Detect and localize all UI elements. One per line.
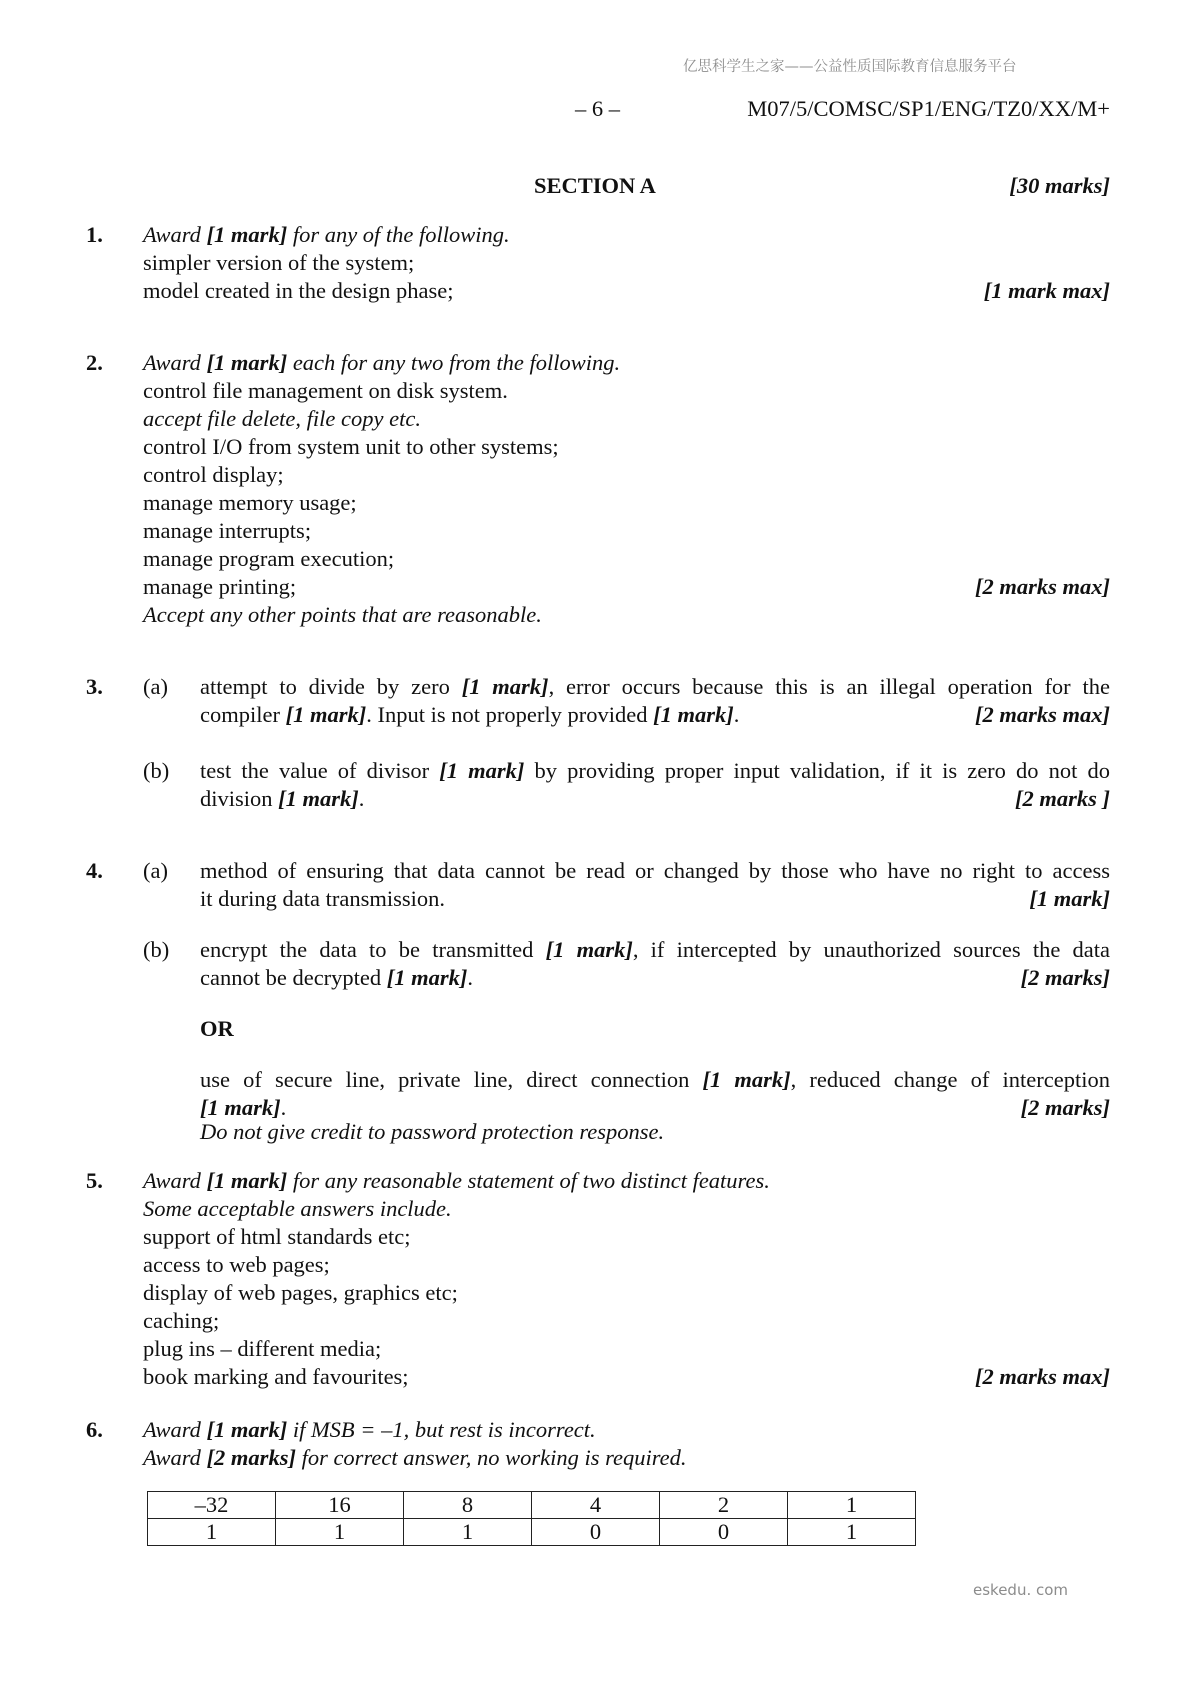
marks-label: [2 marks]: [1020, 965, 1110, 990]
answer-line: compiler [1 mark]. Input is not properly provided [1 mark].: [200, 702, 740, 727]
answer-line: display of web pages, graphics etc;: [143, 1280, 458, 1305]
question-number: 2.: [86, 350, 103, 375]
answer-line: attempt to divide by zero [1 mark], error occurs because this is an illegal operation for the: [200, 674, 1111, 699]
answer-line: manage program execution;: [143, 546, 395, 571]
part-label: (a): [143, 674, 168, 699]
answer-line: simpler version of the system;: [143, 250, 415, 275]
section-marks: [30 marks]: [1009, 173, 1110, 198]
answer-line: caching;: [143, 1308, 220, 1333]
marks-label: [1 mark]: [1029, 886, 1110, 911]
answer-line: control display;: [143, 462, 284, 487]
page-number: – 6 –: [575, 96, 620, 121]
table-cell: 1: [404, 1519, 532, 1546]
question-number: 1.: [86, 222, 103, 247]
marks-label: [2 marks max]: [975, 702, 1110, 727]
table-header-cell: 2: [660, 1492, 788, 1519]
answer-line: control file management on disk system.: [143, 378, 508, 403]
answer-line: use of secure line, private line, direct connection [1 mark], reduced change of interception: [200, 1067, 1110, 1092]
table-row: [148, 1519, 916, 1546]
award-instruction: Award [1 mark] if MSB = –1, but rest is incorrect.: [143, 1417, 596, 1442]
award-instruction: Award [2 marks] for correct answer, no working is required.: [143, 1445, 687, 1470]
question-number: 6.: [86, 1417, 103, 1442]
answer-note: Some acceptable answers include.: [143, 1196, 452, 1221]
part-label: (a): [143, 858, 168, 883]
table-header-cell: 8: [404, 1492, 532, 1519]
watermark-top: 亿思科学生之家——公益性质国际教育信息服务平台: [683, 59, 1017, 75]
award-instruction: Award [1 mark] for any reasonable statement of two distinct features.: [143, 1168, 770, 1193]
binary-table: [147, 1491, 916, 1546]
answer-note: accept file delete, file copy etc.: [143, 406, 421, 431]
marks-label: [2 marks ]: [1015, 786, 1110, 811]
table-header-cell: –32: [148, 1492, 276, 1519]
answer-line: manage interrupts;: [143, 518, 312, 543]
answer-line: control I/O from system unit to other systems;: [143, 434, 559, 459]
answer-line: manage printing;: [143, 574, 297, 599]
answer-line: plug ins – different media;: [143, 1336, 382, 1361]
answer-note: Do not give credit to password protection response.: [200, 1119, 665, 1144]
marks-label: [2 marks]: [1020, 1095, 1110, 1120]
answer-line: test the value of divisor [1 mark] by providing proper input validation, if it is zero do not do: [200, 758, 1111, 783]
table-cell: 0: [660, 1519, 788, 1546]
part-label: (b): [143, 758, 170, 783]
award-instruction: Award [1 mark] for any of the following.: [143, 222, 510, 247]
answer-line: access to web pages;: [143, 1252, 330, 1277]
answer-line: model created in the design phase;: [143, 278, 454, 303]
question-number: 5.: [86, 1168, 103, 1193]
table-header-cell: 4: [532, 1492, 660, 1519]
table-cell: 1: [276, 1519, 404, 1546]
answer-line: manage memory usage;: [143, 490, 357, 515]
document-code: M07/5/COMSC/SP1/ENG/TZ0/XX/M+: [747, 96, 1110, 121]
question-number: 3.: [86, 674, 103, 699]
answer-line: it during data transmission.: [200, 886, 445, 911]
table-header-cell: 1: [788, 1492, 916, 1519]
part-label: (b): [143, 937, 170, 962]
answer-line: book marking and favourites;: [143, 1364, 409, 1389]
answer-line: division [1 mark].: [200, 786, 365, 811]
table-cell: 1: [788, 1519, 916, 1546]
award-instruction: Award [1 mark] each for any two from the following.: [143, 350, 621, 375]
answer-line: method of ensuring that data cannot be read or changed by those who have no right to access: [200, 858, 1110, 883]
answer-note: Accept any other points that are reasonable.: [143, 602, 542, 627]
or-separator: OR: [200, 1016, 234, 1041]
section-title: SECTION A: [534, 173, 656, 198]
answer-line: [1 mark].: [200, 1095, 287, 1120]
marks-label: [2 marks max]: [975, 574, 1110, 599]
watermark-bottom: eskedu. com: [973, 1581, 1069, 1599]
marks-label: [1 mark max]: [983, 278, 1110, 303]
table-cell: 0: [532, 1519, 660, 1546]
answer-line: cannot be decrypted [1 mark].: [200, 965, 474, 990]
table-header-cell: 16: [276, 1492, 404, 1519]
table-cell: 1: [148, 1519, 276, 1546]
answer-line: encrypt the data to be transmitted [1 mark], if intercepted by unauthorized sources the data: [200, 937, 1110, 962]
question-number: 4.: [86, 858, 103, 883]
answer-line: support of html standards etc;: [143, 1224, 411, 1249]
table-row: [148, 1492, 916, 1519]
marks-label: [2 marks max]: [975, 1364, 1110, 1389]
